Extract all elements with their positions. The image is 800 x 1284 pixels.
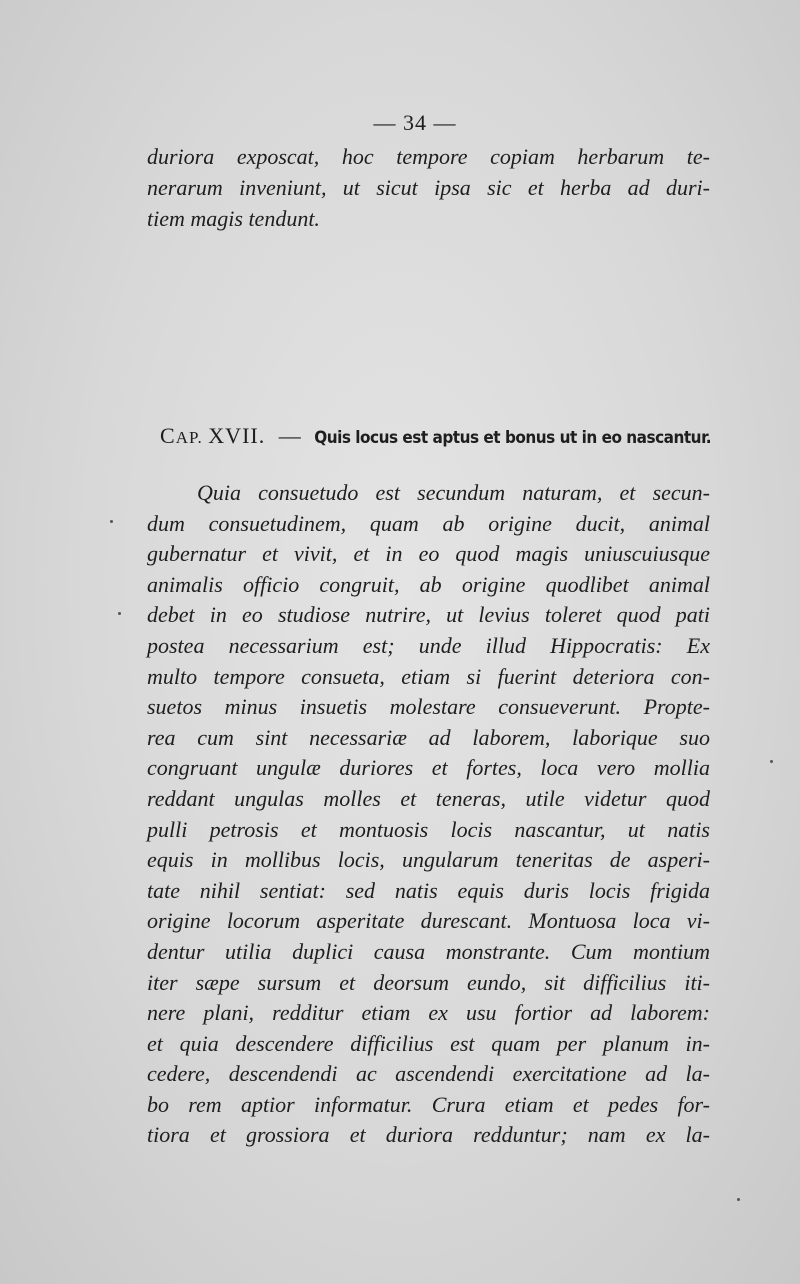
text-line: dum consuetudinem, quam ab origine ducit, animal xyxy=(147,510,710,536)
text-line: animalis officio congruit, ab origine quodlibet animal xyxy=(147,571,710,597)
continued-paragraph xyxy=(147,141,710,234)
paper-speck xyxy=(737,1198,740,1201)
chapter-dash: — xyxy=(278,423,301,448)
text-line: congruant ungulæ duriores et fortes, loca vero mollia xyxy=(147,755,710,781)
text-line: nerarum inveniunt, ut sicut ipsa sic et herba ad duri- xyxy=(147,175,710,200)
text-line: dentur utilia duplici causa monstrante. Cum montium xyxy=(147,938,710,964)
text-line: rea cum sint necessariæ ad laborem, laborique suo xyxy=(147,724,710,750)
text-line: tate nihil sentiat: sed natis equis duris locis frigida xyxy=(147,877,710,903)
text-line: debet in eo studiose nutrire, ut levius toleret quod pati xyxy=(147,602,710,628)
text-line: bo rem aptior informatur. Crura etiam et pedes for- xyxy=(147,1091,710,1117)
text-line: multo tempore consueta, etiam si fuerint deteriora con- xyxy=(147,663,710,689)
text-line: pulli petrosis et montuosis locis nascantur, ut natis xyxy=(147,816,710,842)
chapter-title: Quis locus est aptus et bonus ut in eo nascantur. xyxy=(314,428,712,448)
text-line: gubernatur et vivit, et in eo quod magis uniuscuiusque xyxy=(147,541,710,567)
text-line: postea necessarium est; unde illud Hippocratis: Ex xyxy=(147,632,710,658)
chapter-label-initial: C xyxy=(160,423,176,448)
text-line: reddant ungulas molles et teneras, utile videtur quod xyxy=(147,785,710,811)
text-line: nere plani, redditur etiam ex usu fortior ad laborem: xyxy=(147,1000,710,1026)
text-line: origine locorum asperitate durescant. Montuosa loca vi- xyxy=(147,908,710,934)
paper-speck xyxy=(770,760,773,763)
chapter-heading xyxy=(160,423,712,449)
text-line: iter sæpe sursum et deorsum eundo, sit difficilius iti- xyxy=(147,969,710,995)
text-line: et quia descendere difficilius est quam per planum in- xyxy=(147,1030,710,1056)
chapter-number: XVII. xyxy=(208,423,266,448)
text-line: tiora et grossiora et duriora redduntur; nam ex la- xyxy=(147,1122,710,1148)
text-line: tiem magis tendunt. xyxy=(147,206,320,231)
text-line: equis in mollibus locis, ungularum teneritas de asperi- xyxy=(147,847,710,873)
text-line: duriora exposcat, hoc tempore copiam herbarum te- xyxy=(147,144,710,169)
text-line: suetos minus insuetis molestare consueverunt. Propte- xyxy=(147,694,710,720)
page-number: — 34 — xyxy=(373,110,457,135)
text-line: cedere, descendendi ac ascendendi exercitatione ad la- xyxy=(147,1061,710,1087)
chapter-label-rest: AP. xyxy=(175,428,203,447)
text-line: Quia consuetudo est secundum naturam, et secun- xyxy=(197,480,710,505)
paper-speck xyxy=(110,520,113,523)
chapter-paragraph xyxy=(147,478,710,1151)
paper-speck xyxy=(118,612,121,615)
